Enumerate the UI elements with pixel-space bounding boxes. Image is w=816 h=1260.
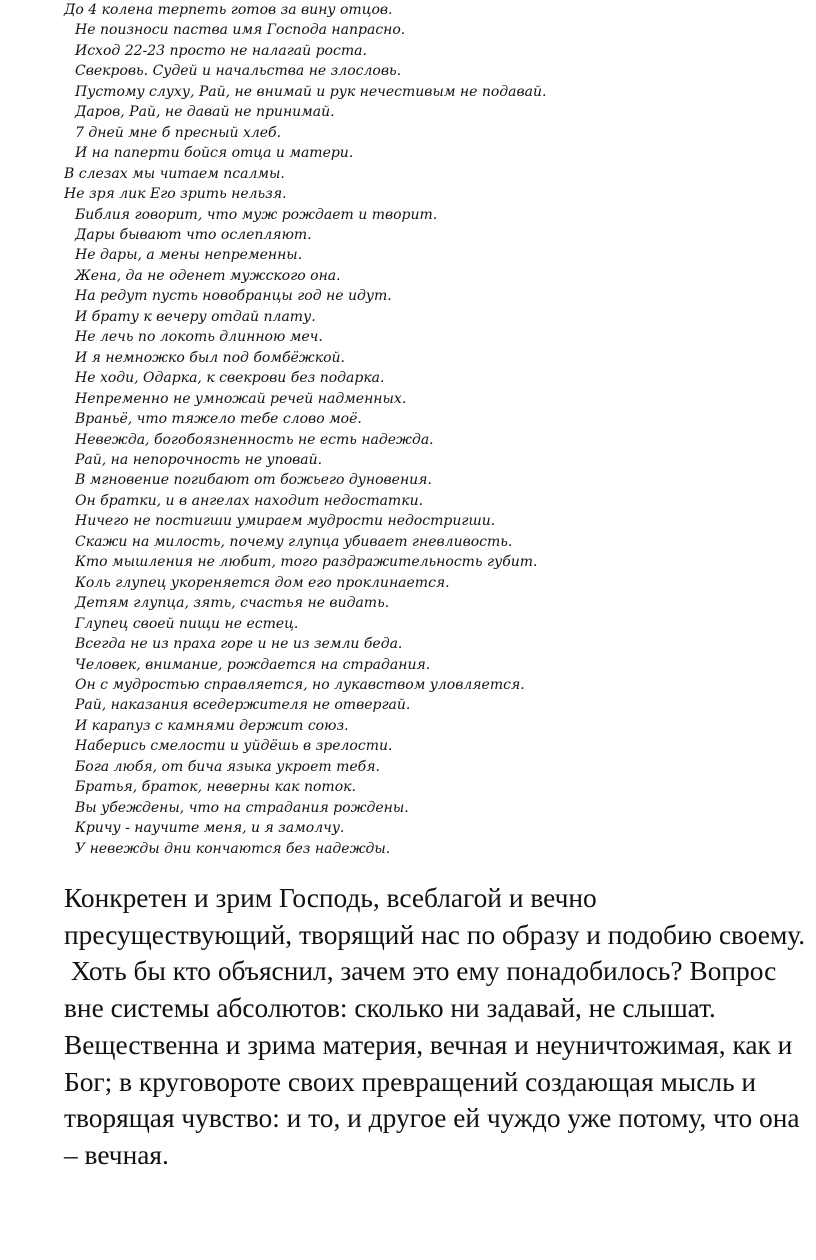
poem-line: И на паперти бойся отца и матери. bbox=[75, 145, 354, 162]
prose-block bbox=[64, 880, 814, 1174]
prose-paragraph: Хоть бы кто объяснил, зачем это ему понадобилось? Вопрос вне системы абсолютов: сколько ни задавай, не слышат. bbox=[64, 956, 784, 1024]
poem-line: Коль глупец укореняется дом его проклинается. bbox=[75, 574, 450, 591]
poem-line: Не лечь по локоть длинною меч. bbox=[75, 329, 323, 346]
poem-line: Не дары, а мены непременны. bbox=[75, 247, 303, 264]
poem-line: Вы убеждены, что на страдания рождены. bbox=[75, 799, 409, 816]
poem-line: Рай, наказания вседержителя не отвергай. bbox=[75, 697, 411, 714]
poem-line: Исход 22-23 просто не налагай роста. bbox=[75, 42, 367, 59]
poem-line: Не ходи, Одарка, к свекрови без подарка. bbox=[75, 370, 385, 387]
poem-line: Непременно не умножай речей надменных. bbox=[75, 390, 407, 407]
poem-line: На редут пусть новобранцы год не идут. bbox=[75, 288, 392, 305]
poem-line: Невежда, богобоязненность не есть надежда. bbox=[75, 431, 434, 448]
poem-line: Скажи на милость, почему глупца убивает гневливость. bbox=[75, 533, 513, 550]
poem-line: Враньё, что тяжело тебе слово моё. bbox=[75, 411, 362, 428]
prose-paragraph: Вещественна и зрима материя, вечная и неуничтожимая, как и Бог; в круговороте своих превращений создающая мысль и творящая чувство: и то, и другое ей чуждо уже потому, что она – вечная. bbox=[64, 1029, 807, 1170]
poem-line: И брату к вечеру отдай плату. bbox=[75, 308, 316, 325]
poem-line: До 4 колена терпеть готов за вину отцов. bbox=[64, 2, 393, 18]
prose-paragraph: Конкретен и зрим Господь, всеблагой и вечно пресуществующий, творящий нас по образу и подобию своему. bbox=[64, 883, 806, 950]
poem-line: Жена, да не оденет мужского она. bbox=[75, 267, 341, 284]
poem-line: Свекровь. Судей и начальства не злословь. bbox=[75, 63, 402, 80]
poem-line: У невежды дни кончаются без надежды. bbox=[75, 840, 391, 857]
poem-line: Бога любя, от бича языка укроет тебя. bbox=[75, 758, 380, 775]
poem-line: Он с мудростью справляется, но лукавством уловляется. bbox=[75, 676, 525, 693]
poem-line: Он братки, и в ангелах находит недостатки. bbox=[75, 492, 424, 509]
poem-line: Дары бывают что ослепляют. bbox=[75, 226, 312, 243]
poem-line: Ничего не постигши умираем мудрости недостригши. bbox=[75, 513, 496, 530]
poem-line: Рай, на непорочность не уповай. bbox=[75, 451, 323, 468]
poem-line: Детям глупца, зять, счастья не видать. bbox=[75, 595, 390, 612]
poem-line: В мгновение погибают от божьего дуновения. bbox=[75, 472, 432, 489]
poem-line: Наберись смелости и уйдёшь в зрелости. bbox=[75, 738, 393, 755]
poem-line: Даров, Рай, не давай не принимай. bbox=[75, 104, 335, 121]
poem-line: И я немножко был под бомбёжкой. bbox=[75, 349, 345, 366]
poem-block bbox=[64, 0, 784, 859]
poem-line: 7 дней мне б пресный хлеб. bbox=[75, 124, 282, 141]
poem-line: Библия говорит, что муж рождает и творит. bbox=[75, 206, 438, 223]
poem-line: Пустому слуху, Рай, не внимай и рук нечестивым не подавай. bbox=[75, 83, 547, 100]
poem-line: Не поизноси паства имя Господа напрасно. bbox=[75, 22, 406, 39]
poem-line: Всегда не из праха горе и не из земли беда. bbox=[75, 636, 403, 653]
poem-line: Человек, внимание, рождается на страдания. bbox=[75, 656, 431, 673]
poem-line: И карапуз с камнями держит союз. bbox=[75, 717, 349, 734]
poem-line: В слезах мы читаем псалмы. bbox=[64, 165, 285, 182]
poem-line: Глупец своей пищи не естец. bbox=[75, 615, 299, 632]
poem-line: Не зря лик Его зрить нельзя. bbox=[64, 186, 287, 203]
poem-line: Кричу - научите меня, и я замолчу. bbox=[75, 820, 345, 837]
poem-line: Братья, браток, неверны как поток. bbox=[75, 779, 356, 796]
poem-line: Кто мышления не любит, того раздражительность губит. bbox=[75, 554, 538, 571]
